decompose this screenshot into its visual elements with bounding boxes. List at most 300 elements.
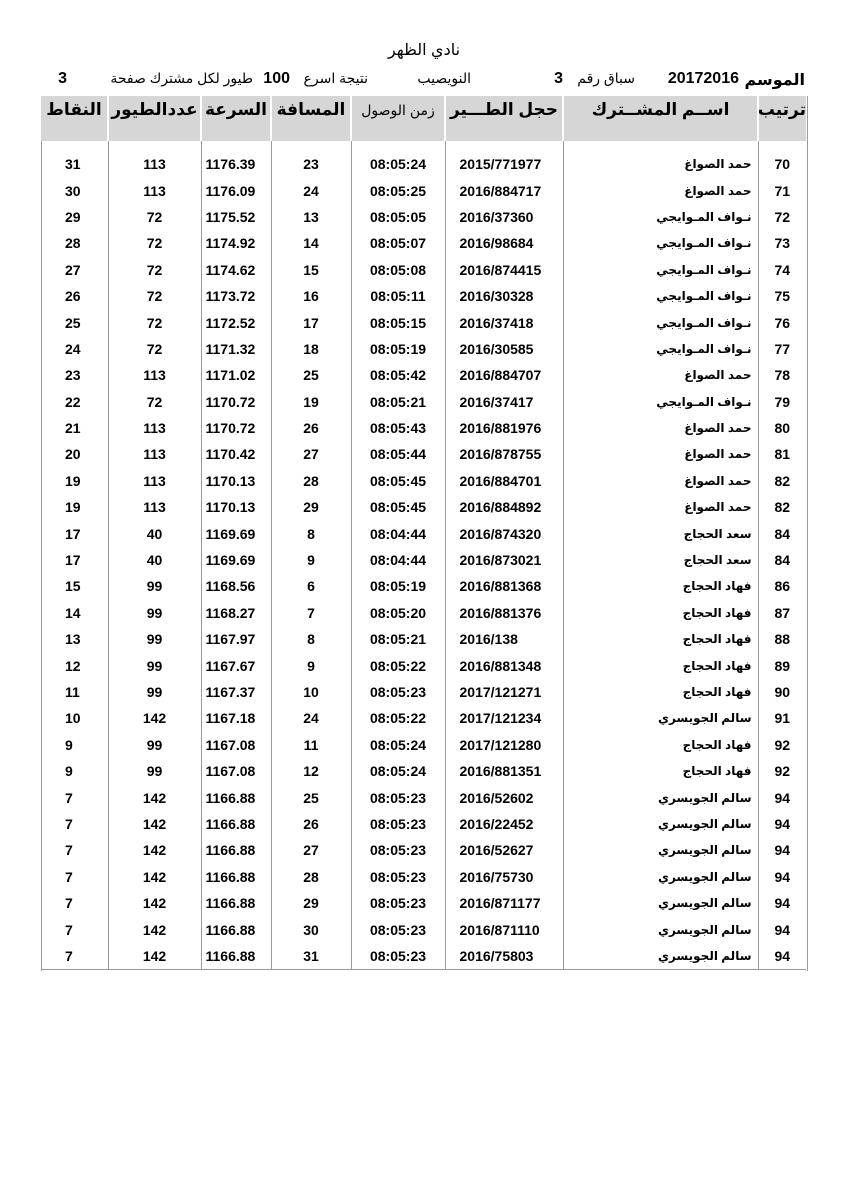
speed-cell: 1176.09 <box>201 177 271 203</box>
points-cell: 12 <box>65 657 81 674</box>
rank-cell: 72 <box>758 204 806 230</box>
ring-cell: 2016/881368 <box>445 573 563 599</box>
col-header-points: النقاط <box>41 96 108 141</box>
points-cell: 25 <box>65 314 81 331</box>
points-cell: 7 <box>65 921 73 938</box>
rank-cell: 94 <box>758 784 806 810</box>
distance-cell: 7 <box>271 600 351 626</box>
points-cell: 22 <box>65 393 81 410</box>
points-cell: 7 <box>65 895 73 912</box>
rank-cell: 94 <box>758 943 806 970</box>
points-cell: 29 <box>65 208 81 225</box>
points-cell: 26 <box>65 288 81 305</box>
arrival-time-cell: 08:05:23 <box>351 811 445 837</box>
distance-cell: 17 <box>271 309 351 335</box>
ring-cell: 2016/881348 <box>445 652 563 678</box>
speed-cell: 1167.08 <box>201 732 271 758</box>
season-label: الموسم <box>744 72 805 89</box>
bird-count-cell: 40 <box>108 547 201 573</box>
per-participant-page-label: طيور لكل مشترك صفحة <box>110 70 253 86</box>
participant-cell: سالم الجويسري <box>563 864 758 890</box>
speed-cell: 1168.56 <box>201 573 271 599</box>
distance-cell: 9 <box>271 547 351 573</box>
bird-count-cell: 142 <box>108 864 201 890</box>
speed-cell: 1166.88 <box>201 864 271 890</box>
participant-cell: سالم الجويسري <box>563 784 758 810</box>
speed-cell: 1167.08 <box>201 758 271 784</box>
bird-count-cell: 99 <box>108 652 201 678</box>
table-row <box>41 652 806 678</box>
points-cell: 19 <box>65 499 81 516</box>
arrival-time-cell: 08:05:19 <box>351 573 445 599</box>
arrival-time-cell: 08:05:20 <box>351 600 445 626</box>
bird-count-cell: 40 <box>108 520 201 546</box>
arrival-time-cell: 08:05:19 <box>351 336 445 362</box>
bird-count-cell: 142 <box>108 890 201 916</box>
bird-count-cell: 113 <box>108 151 201 177</box>
bird-count-cell: 113 <box>108 415 201 441</box>
table-row <box>41 758 806 784</box>
ring-cell: 2017/121234 <box>445 705 563 731</box>
ring-cell: 2016/884717 <box>445 177 563 203</box>
speed-cell: 1171.32 <box>201 336 271 362</box>
ring-cell: 2016/22452 <box>445 811 563 837</box>
ring-cell: 2015/771977 <box>445 151 563 177</box>
speed-cell: 1166.88 <box>201 943 271 970</box>
bird-count-cell: 142 <box>108 943 201 970</box>
rank-cell: 80 <box>758 415 806 441</box>
col-header-bird-count: عددالطيور <box>108 96 201 141</box>
arrival-time-cell: 08:05:23 <box>351 943 445 970</box>
rank-cell: 91 <box>758 705 806 731</box>
speed-cell: 1170.13 <box>201 494 271 520</box>
table-row <box>41 283 806 309</box>
participant-cell: سالم الجويسري <box>563 837 758 863</box>
ring-cell: 2017/121280 <box>445 732 563 758</box>
rank-cell: 89 <box>758 652 806 678</box>
bird-count-cell: 113 <box>108 177 201 203</box>
distance-cell: 6 <box>271 573 351 599</box>
col-header-speed: السرعة <box>201 96 271 141</box>
speed-cell: 1170.13 <box>201 468 271 494</box>
table-row <box>41 204 806 230</box>
distance-cell: 18 <box>271 336 351 362</box>
speed-cell: 1176.39 <box>201 151 271 177</box>
points-cell: 24 <box>65 340 81 357</box>
table-row <box>41 415 806 441</box>
rank-cell: 76 <box>758 309 806 335</box>
table-row <box>41 257 806 283</box>
arrival-time-cell: 08:05:42 <box>351 362 445 388</box>
participant-cell: سعد الحجاج <box>563 520 758 546</box>
table-row <box>41 732 806 758</box>
points-cell: 7 <box>65 815 73 832</box>
participant-cell: فهاد الحجاج <box>563 626 758 652</box>
ring-cell: 2017/121271 <box>445 679 563 705</box>
race-value: 3 <box>554 70 563 87</box>
distance-cell: 31 <box>271 943 351 970</box>
ring-cell: 2016/30328 <box>445 283 563 309</box>
rank-cell: 94 <box>758 811 806 837</box>
race-label: سباق رقم <box>577 70 635 86</box>
bird-count-cell: 142 <box>108 916 201 942</box>
speed-cell: 1175.52 <box>201 204 271 230</box>
points-cell: 7 <box>65 842 73 859</box>
ring-cell: 2016/37360 <box>445 204 563 230</box>
participant-cell: حمد الصواغ <box>563 177 758 203</box>
rank-cell: 94 <box>758 837 806 863</box>
speed-cell: 1167.18 <box>201 705 271 731</box>
bird-count-cell: 99 <box>108 679 201 705</box>
ring-cell: 2016/874415 <box>445 257 563 283</box>
arrival-time-cell: 08:05:21 <box>351 626 445 652</box>
participant-cell: نـواف المـوايجي <box>563 389 758 415</box>
participant-cell: فهاد الحجاج <box>563 600 758 626</box>
ring-cell: 2016/884707 <box>445 362 563 388</box>
ring-cell: 2016/871110 <box>445 916 563 942</box>
table-row <box>41 336 806 362</box>
season-value: 20172016 <box>667 70 739 87</box>
participant-cell: فهاد الحجاج <box>563 573 758 599</box>
speed-cell: 1167.67 <box>201 652 271 678</box>
table-row <box>41 679 806 705</box>
bird-count-cell: 142 <box>108 837 201 863</box>
points-cell: 13 <box>65 631 81 648</box>
participant-cell: حمد الصواغ <box>563 415 758 441</box>
rank-cell: 92 <box>758 732 806 758</box>
bird-count-cell: 99 <box>108 626 201 652</box>
ring-cell: 2016/881376 <box>445 600 563 626</box>
table-row <box>41 547 806 573</box>
distance-cell: 24 <box>271 177 351 203</box>
bird-count-cell: 72 <box>108 309 201 335</box>
ring-cell: 2016/52602 <box>445 784 563 810</box>
distance-cell: 10 <box>271 679 351 705</box>
bird-count-cell: 113 <box>108 494 201 520</box>
arrival-time-cell: 08:04:44 <box>351 547 445 573</box>
ring-cell: 2016/37417 <box>445 389 563 415</box>
arrival-time-cell: 08:05:45 <box>351 468 445 494</box>
table-row <box>41 441 806 467</box>
rank-cell: 84 <box>758 547 806 573</box>
distance-cell: 28 <box>271 864 351 890</box>
arrival-time-cell: 08:05:23 <box>351 837 445 863</box>
arrival-time-cell: 08:05:08 <box>351 257 445 283</box>
arrival-time-cell: 08:05:11 <box>351 283 445 309</box>
rank-cell: 94 <box>758 890 806 916</box>
rank-cell: 94 <box>758 916 806 942</box>
table-row <box>41 230 806 256</box>
bird-count-cell: 99 <box>108 758 201 784</box>
table-row <box>41 784 806 810</box>
distance-cell: 26 <box>271 811 351 837</box>
arrival-time-cell: 08:05:24 <box>351 151 445 177</box>
table-row <box>41 389 806 415</box>
arrival-time-cell: 08:05:23 <box>351 890 445 916</box>
rank-cell: 88 <box>758 626 806 652</box>
arrival-time-cell: 08:05:22 <box>351 652 445 678</box>
arrival-time-cell: 08:05:44 <box>351 441 445 467</box>
participant-cell: نـواف المـوايجي <box>563 204 758 230</box>
ring-cell: 2016/873021 <box>445 547 563 573</box>
bird-count-cell: 99 <box>108 600 201 626</box>
bird-count-cell: 113 <box>108 362 201 388</box>
participant-cell: حمد الصواغ <box>563 441 758 467</box>
distance-cell: 27 <box>271 441 351 467</box>
bird-count-cell: 72 <box>108 257 201 283</box>
participant-cell: سالم الجويسري <box>563 890 758 916</box>
rank-cell: 87 <box>758 600 806 626</box>
participant-cell: سالم الجويسري <box>563 916 758 942</box>
ring-cell: 2016/884701 <box>445 468 563 494</box>
table-row <box>41 468 806 494</box>
speed-cell: 1166.88 <box>201 890 271 916</box>
speed-cell: 1167.37 <box>201 679 271 705</box>
participant-cell: حمد الصواغ <box>563 151 758 177</box>
distance-cell: 8 <box>271 626 351 652</box>
participant-cell: نـواف المـوايجي <box>563 336 758 362</box>
ring-cell: 2016/871177 <box>445 890 563 916</box>
arrival-time-cell: 08:05:21 <box>351 389 445 415</box>
distance-cell: 16 <box>271 283 351 309</box>
participant-cell: سالم الجويسري <box>563 943 758 970</box>
points-cell: 23 <box>65 367 81 384</box>
points-cell: 30 <box>65 182 81 199</box>
arrival-time-cell: 08:05:23 <box>351 679 445 705</box>
speed-cell: 1169.69 <box>201 520 271 546</box>
rank-cell: 82 <box>758 468 806 494</box>
table-row <box>41 494 806 520</box>
results-table <box>41 96 806 970</box>
distance-cell: 29 <box>271 890 351 916</box>
distance-cell: 25 <box>271 362 351 388</box>
bird-count-cell: 72 <box>108 336 201 362</box>
distance-cell: 28 <box>271 468 351 494</box>
distance-cell: 25 <box>271 784 351 810</box>
ring-cell: 2016/75730 <box>445 864 563 890</box>
distance-cell: 12 <box>271 758 351 784</box>
rank-cell: 84 <box>758 520 806 546</box>
speed-cell: 1170.72 <box>201 389 271 415</box>
rank-cell: 70 <box>758 151 806 177</box>
distance-cell: 23 <box>271 151 351 177</box>
page-value: 3 <box>58 70 67 87</box>
participant-cell: نـواف المـوايجي <box>563 309 758 335</box>
participant-cell: حمد الصواغ <box>563 362 758 388</box>
participant-cell: سالم الجويسري <box>563 705 758 731</box>
points-cell: 14 <box>65 604 81 621</box>
col-header-rank: ترتيب <box>758 96 806 141</box>
participant-cell: فهاد الحجاج <box>563 679 758 705</box>
ring-cell: 2016/98684 <box>445 230 563 256</box>
bird-count-cell: 113 <box>108 468 201 494</box>
rank-cell: 92 <box>758 758 806 784</box>
arrival-time-cell: 08:05:15 <box>351 309 445 335</box>
points-cell: 10 <box>65 710 81 727</box>
speed-cell: 1169.69 <box>201 547 271 573</box>
participant-cell: نـواف المـوايجي <box>563 257 758 283</box>
col-header-ring: حجل الطـــير <box>445 96 563 141</box>
speed-cell: 1171.02 <box>201 362 271 388</box>
distance-cell: 15 <box>271 257 351 283</box>
speed-cell: 1170.72 <box>201 415 271 441</box>
rank-cell: 90 <box>758 679 806 705</box>
col-header-arrival-time: زمن الوصول <box>351 96 445 141</box>
table-row <box>41 890 806 916</box>
speed-cell: 1172.52 <box>201 309 271 335</box>
points-cell: 9 <box>65 736 73 753</box>
bird-count-cell: 142 <box>108 811 201 837</box>
points-cell: 7 <box>41 943 108 970</box>
rank-cell: 71 <box>758 177 806 203</box>
points-cell: 28 <box>65 235 81 252</box>
ring-cell: 2016/138 <box>445 626 563 652</box>
col-header-distance: المسافة <box>271 96 351 141</box>
participant-cell: سالم الجويسري <box>563 811 758 837</box>
points-cell: 17 <box>65 525 81 542</box>
arrival-time-cell: 08:05:23 <box>351 916 445 942</box>
ring-cell: 2016/30585 <box>445 336 563 362</box>
speed-cell: 1170.42 <box>201 441 271 467</box>
arrival-time-cell: 08:05:07 <box>351 230 445 256</box>
distance-cell: 11 <box>271 732 351 758</box>
table-row <box>41 362 806 388</box>
table-row <box>41 177 806 203</box>
speed-cell: 1166.88 <box>201 916 271 942</box>
bird-count-cell: 142 <box>108 784 201 810</box>
rank-cell: 78 <box>758 362 806 388</box>
ring-cell: 2016/874320 <box>445 520 563 546</box>
distance-cell: 13 <box>271 204 351 230</box>
ring-cell: 2016/878755 <box>445 441 563 467</box>
arrival-time-cell: 08:05:25 <box>351 177 445 203</box>
speed-cell: 1174.62 <box>201 257 271 283</box>
rank-cell: 75 <box>758 283 806 309</box>
distance-cell: 24 <box>271 705 351 731</box>
table-row <box>41 151 806 177</box>
rank-cell: 79 <box>758 389 806 415</box>
distance-cell: 8 <box>271 520 351 546</box>
distance-cell: 14 <box>271 230 351 256</box>
arrival-time-cell: 08:05:45 <box>351 494 445 520</box>
distance-cell: 19 <box>271 389 351 415</box>
table-row <box>41 943 806 970</box>
arrival-time-cell: 08:05:23 <box>351 784 445 810</box>
ring-cell: 2016/75803 <box>445 943 563 970</box>
rank-cell: 86 <box>758 573 806 599</box>
distance-cell: 30 <box>271 916 351 942</box>
rank-cell: 82 <box>758 494 806 520</box>
table-row <box>41 916 806 942</box>
bird-count-cell: 72 <box>108 230 201 256</box>
table-row <box>41 626 806 652</box>
bird-count-cell: 72 <box>108 389 201 415</box>
header-row <box>41 96 806 141</box>
bird-count-cell: 72 <box>108 283 201 309</box>
table-row <box>41 864 806 890</box>
ring-cell: 2016/37418 <box>445 309 563 335</box>
participant-cell: نـواف المـوايجي <box>563 283 758 309</box>
distance-cell: 29 <box>271 494 351 520</box>
arrival-time-cell: 08:05:05 <box>351 204 445 230</box>
arrival-time-cell: 08:05:23 <box>351 864 445 890</box>
points-cell: 21 <box>65 420 81 437</box>
table-row <box>41 600 806 626</box>
bird-count-cell: 113 <box>108 441 201 467</box>
race-info-line <box>48 70 805 90</box>
table-row <box>41 520 806 546</box>
table-row <box>41 573 806 599</box>
points-cell: 19 <box>65 472 81 489</box>
speed-cell: 1166.88 <box>201 811 271 837</box>
race-name: النويصيب <box>417 70 471 86</box>
ring-cell: 2016/881976 <box>445 415 563 441</box>
participant-cell: فهاد الحجاج <box>563 652 758 678</box>
rank-cell: 74 <box>758 257 806 283</box>
result-value: 100 <box>263 70 290 87</box>
distance-cell: 27 <box>271 837 351 863</box>
ring-cell: 2016/881351 <box>445 758 563 784</box>
bird-count-cell: 72 <box>108 204 201 230</box>
rank-cell: 94 <box>758 864 806 890</box>
arrival-time-cell: 08:04:44 <box>351 520 445 546</box>
speed-cell: 1166.88 <box>201 837 271 863</box>
points-cell: 15 <box>65 578 81 595</box>
speed-cell: 1168.27 <box>201 600 271 626</box>
col-header-participant: اســم المشــترك <box>563 96 758 141</box>
speed-cell: 1173.72 <box>201 283 271 309</box>
table-row <box>41 309 806 335</box>
points-cell: 7 <box>65 868 73 885</box>
bird-count-cell: 99 <box>108 732 201 758</box>
bird-count-cell: 142 <box>108 705 201 731</box>
result-label: نتيجة اسرع <box>303 70 368 86</box>
table-row <box>41 837 806 863</box>
points-cell: 9 <box>65 763 73 780</box>
arrival-time-cell: 08:05:22 <box>351 705 445 731</box>
rank-cell: 73 <box>758 230 806 256</box>
ring-cell: 2016/884892 <box>445 494 563 520</box>
participant-cell: حمد الصواغ <box>563 494 758 520</box>
points-cell: 11 <box>65 684 80 700</box>
bird-count-cell: 99 <box>108 573 201 599</box>
distance-cell: 9 <box>271 652 351 678</box>
distance-cell: 26 <box>271 415 351 441</box>
participant-cell: نـواف المـوايجي <box>563 230 758 256</box>
participant-cell: فهاد الحجاج <box>563 732 758 758</box>
arrival-time-cell: 08:05:24 <box>351 732 445 758</box>
points-cell: 20 <box>65 446 81 463</box>
participant-cell: حمد الصواغ <box>563 468 758 494</box>
participant-cell: فهاد الحجاج <box>563 758 758 784</box>
participant-cell: سعد الحجاج <box>563 547 758 573</box>
table-row <box>41 811 806 837</box>
speed-cell: 1166.88 <box>201 784 271 810</box>
points-cell: 27 <box>65 261 81 278</box>
points-cell: 7 <box>65 789 73 806</box>
speed-cell: 1167.97 <box>201 626 271 652</box>
ring-cell: 2016/52627 <box>445 837 563 863</box>
speed-cell: 1174.92 <box>201 230 271 256</box>
rank-cell: 77 <box>758 336 806 362</box>
club-title: نادي الظهر <box>387 42 461 59</box>
table-row <box>41 705 806 731</box>
points-cell: 31 <box>65 156 81 173</box>
points-cell: 17 <box>65 552 81 569</box>
arrival-time-cell: 08:05:24 <box>351 758 445 784</box>
rank-cell: 81 <box>758 441 806 467</box>
arrival-time-cell: 08:05:43 <box>351 415 445 441</box>
